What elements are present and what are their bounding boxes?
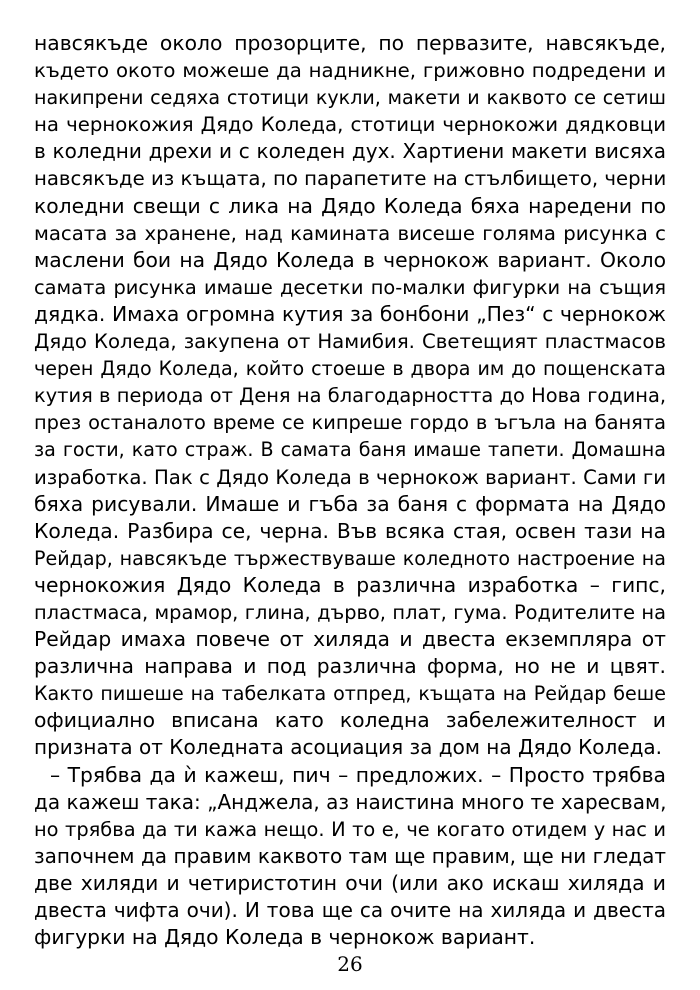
text-line: официално вписана като коледна забележителност и [34,708,666,733]
text-line: за гости, като страж. В самата баня имаше тапети. Домашна [34,438,666,462]
text-line: Рейдар имаха повече от хиляда и двеста екземпляра от [34,627,666,652]
text-line: двеста чифта очи). И това ще са очите на хиляда и двеста [34,898,666,922]
text-line: пластмаса, мрамор, глина, дърво, плат, гума. Родителите на [34,600,666,624]
text-line: масата за хранене, над камината висеше голяма рисунка с [34,221,666,245]
text-line: навсякъде из къщата, по парапетите на стълбището, черни [34,167,667,191]
text-line: Дядо Коледа, закупена от Намибия. Светещият пластмасов [34,330,666,354]
text-line: Рейдар, навсякъде тържествуваше коледното настроение на [34,546,666,570]
text-line: където окото можеше да надникне, грижовно подредени и [34,59,666,83]
text-line: на чернокожия Дядо Коледа, стотици чернокожи дядковци [34,113,666,137]
text-line: коледни свещи с лика на Дядо Коледа бяха наредени по [34,193,666,218]
page-number: 26 [337,952,363,976]
text-line: навсякъде около прозорците, по первазите, навсякъде, [34,31,666,55]
text-line: дядка. Имаха огромна кутия за бонбони „Пез“ с чернокож [34,301,666,326]
text-line: чернокожия Дядо Коледа в различна изработка – гипс, [34,572,666,597]
text-line: изработка. Пак с Дядо Коледа в чернокож вариант. Сами ги [34,465,666,489]
text-line: в коледни дрехи и с коледен дух. Хартиени макети висяха [34,139,666,164]
text-line: Коледа. Разбира се, черна. Във всяка стая, освен тази на [34,518,666,543]
text-line: призната от Коледната асоциация за дом на Дядо Коледа. [34,735,663,760]
text-line: Както пишеше на табелката отпред, къщата на Рейдар беше [34,682,666,706]
text-line: черен Дядо Коледа, който стоеше в двора им до пощенската [34,357,666,381]
text-line: фигурки на Дядо Коледа в чернокож вариант. [34,925,536,950]
text-line: маслени бои на Дядо Коледа в чернокож вариант. Около [34,247,666,272]
text-line: самата рисунка имаше десетки по-малки фигурки на същия [34,275,666,299]
text-line: бяха рисували. Имаше и гъба за баня с формата на Дядо [34,491,666,516]
body-text [34,30,666,951]
text-line: да кажеш така: „Анджела, аз наистина много те харесвам, [34,789,667,814]
text-line: различна направа и под различна форма, но не и цвят. [34,654,666,679]
text-line: започнем да правим каквото там ще правим, ще ни гледат [34,843,666,868]
text-line: две хиляди и четиристотин очи (или ако искаш хиляда и [34,870,666,895]
text-line: накипрени седяха стотици кукли, макети и каквото се сетиш [34,86,666,110]
text-line: през останалото време се кипреше гордо в ъгъла на банята [34,411,666,435]
text-line: кутия в периода от Деня на благодарността до Нова година, [34,384,666,408]
text-line: но трябва да ти кажа нещо. И то е, че когато отидем у нас и [34,817,666,841]
text-line: – Трябва да ѝ кажеш, пич – предложих. – Просто трябва [50,762,666,787]
